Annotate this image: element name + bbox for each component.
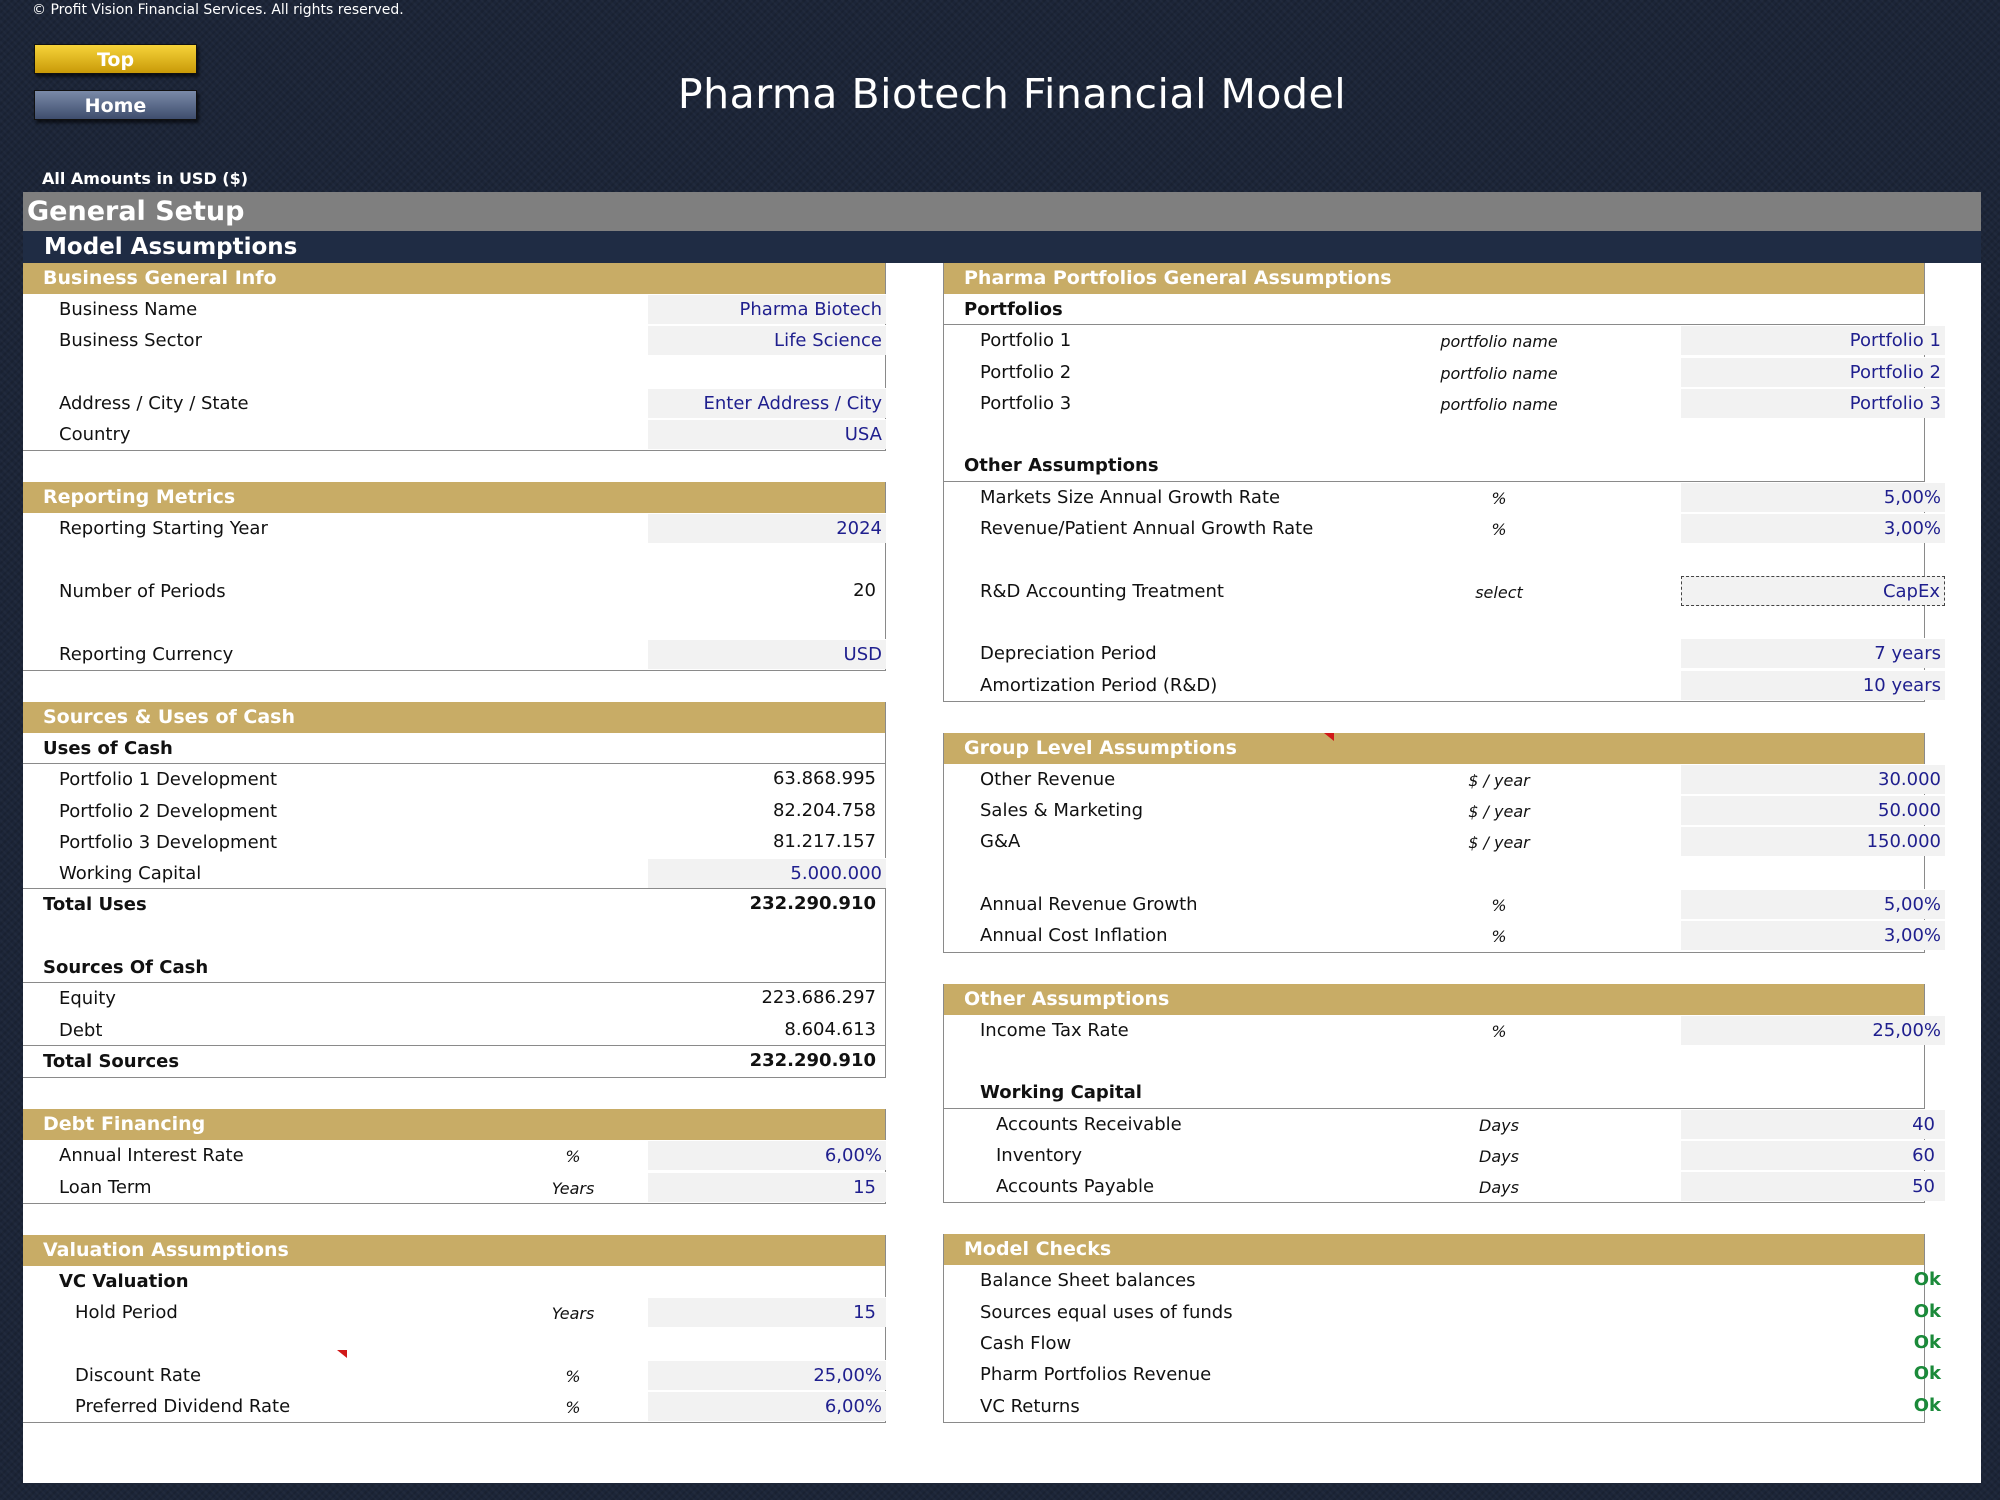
sheet xyxy=(23,192,1981,1483)
revenue-growth-row xyxy=(944,889,1941,920)
group-row xyxy=(944,826,1941,857)
check-row xyxy=(944,1391,1941,1422)
interest-rate-row xyxy=(23,1140,885,1171)
row-unit: portfolio name xyxy=(1440,332,1558,352)
row-label: Annual Cost Inflation xyxy=(980,925,1168,947)
comment-flag-icon[interactable] xyxy=(1324,733,1334,741)
blank-row xyxy=(23,1328,885,1359)
subheader-label: VC Valuation xyxy=(59,1270,189,1292)
equity-row xyxy=(23,983,885,1014)
payables-input[interactable]: 50 xyxy=(1681,1171,1945,1201)
reporting-metrics-section xyxy=(23,482,886,670)
comment-flag-icon[interactable] xyxy=(337,1350,347,1358)
periods-value: 20 xyxy=(853,580,876,602)
row-label: Equity xyxy=(59,988,116,1010)
subheader-label: Other Assumptions xyxy=(964,455,1159,477)
other-assumptions-header-row xyxy=(944,450,1924,481)
currency-input[interactable]: USD xyxy=(648,639,886,669)
section-header: Pharma Portfolios General Assumptions xyxy=(944,263,1924,294)
blank-row xyxy=(944,607,1924,638)
amortization-row xyxy=(944,670,1941,701)
vc-valuation-row xyxy=(23,1266,885,1297)
wc-row xyxy=(944,1140,1935,1171)
other-revenue-input[interactable]: 30.000 xyxy=(1681,764,1945,794)
row-label: Address / City / State xyxy=(59,392,249,414)
row-label: Total Uses xyxy=(43,894,147,916)
check-row xyxy=(944,1328,1941,1359)
blank-row xyxy=(944,419,1924,450)
country-row xyxy=(23,419,885,450)
preferred-dividend-row xyxy=(23,1391,885,1422)
total-sources-row xyxy=(23,1046,885,1077)
tax-rate-row xyxy=(944,1015,1941,1046)
row-label: Revenue/Patient Annual Growth Rate xyxy=(980,518,1314,540)
annual-revenue-growth-input[interactable]: 5,00% xyxy=(1681,889,1945,919)
row-label: Other Revenue xyxy=(980,768,1116,790)
row-label: R&D Accounting Treatment xyxy=(980,580,1224,602)
depreciation-input[interactable]: 7 years xyxy=(1681,638,1945,668)
use-value: 63.868.995 xyxy=(772,768,876,790)
subheader-label: Portfolios xyxy=(964,299,1063,320)
use-value: 82.204.758 xyxy=(772,799,876,821)
row-unit: Years xyxy=(551,1178,595,1198)
row-label: Business Name xyxy=(59,299,198,320)
debt-financing-section xyxy=(23,1109,886,1204)
row-label: Discount Rate xyxy=(75,1364,202,1386)
row-label: Country xyxy=(59,424,131,446)
section-header: Business General Info xyxy=(23,263,885,294)
row-unit: Years xyxy=(551,1304,595,1324)
row-label: Total Sources xyxy=(43,1050,180,1072)
row-label: Markets Size Annual Growth Rate xyxy=(980,486,1281,508)
rd-treatment-select[interactable]: CapEx xyxy=(1681,576,1945,606)
portfolio-name-input[interactable]: Portfolio 2 xyxy=(1681,357,1945,387)
row-label: Accounts Payable xyxy=(996,1176,1155,1198)
sources-uses-section xyxy=(23,702,886,1078)
row-label: Sales & Marketing xyxy=(980,800,1144,822)
starting-year-row xyxy=(23,513,885,544)
use-value: 81.217.157 xyxy=(772,830,876,852)
row-unit: select xyxy=(1475,582,1523,602)
address-row xyxy=(23,388,885,419)
portfolio-row xyxy=(944,388,1941,419)
blank-row xyxy=(944,1046,1924,1077)
row-label: Amortization Period (R&D) xyxy=(980,674,1218,696)
row-label: Preferred Dividend Rate xyxy=(75,1396,291,1418)
row-label: Balance Sheet balances xyxy=(980,1270,1196,1292)
row-label: Working Capital xyxy=(59,863,202,885)
discount-rate-input[interactable]: 25,00% xyxy=(648,1360,886,1390)
business-sector-input[interactable]: Life Science xyxy=(648,325,886,355)
row-label: Reporting Starting Year xyxy=(59,518,268,540)
check-row xyxy=(944,1265,1941,1296)
row-label: Depreciation Period xyxy=(980,643,1157,665)
blank-row xyxy=(944,544,1924,575)
debt-value: 8.604.613 xyxy=(784,1018,876,1040)
wc-row xyxy=(944,1109,1935,1140)
starting-year-input[interactable]: 2024 xyxy=(648,513,886,543)
page-title: Pharma Biotech Financial Model xyxy=(677,70,1347,118)
row-unit: % xyxy=(565,1147,581,1167)
row-unit: portfolio name xyxy=(1440,363,1558,383)
rd-treatment-row xyxy=(944,576,1940,607)
home-button[interactable]: Home xyxy=(34,90,197,120)
row-label: G&A xyxy=(980,831,1021,853)
check-status: Ok xyxy=(1913,1394,1941,1416)
currency-row xyxy=(23,639,885,670)
uses-header-row xyxy=(23,733,885,764)
check-status: Ok xyxy=(1913,1363,1941,1385)
business-sector-row xyxy=(23,325,885,356)
blank-row xyxy=(944,858,1924,889)
row-label: Portfolio 2 Development xyxy=(59,800,278,822)
business-name-row xyxy=(23,294,885,325)
model-checks-section xyxy=(943,1234,1941,1422)
valuation-section xyxy=(23,1235,886,1423)
hold-period-row xyxy=(23,1297,885,1328)
row-label: Portfolio 1 Development xyxy=(59,769,278,791)
cost-inflation-input[interactable]: 3,00% xyxy=(1681,920,1945,950)
business-name-input[interactable]: Pharma Biotech xyxy=(648,294,886,324)
row-label: Portfolio 3 Development xyxy=(59,831,278,853)
preferred-dividend-input[interactable]: 6,00% xyxy=(648,1391,886,1421)
section-header: Model Checks xyxy=(944,1234,1924,1265)
amortization-input[interactable]: 10 years xyxy=(1681,670,1945,700)
other-assumptions-section xyxy=(943,984,1941,1204)
portfolio-name-input[interactable]: Portfolio 3 xyxy=(1681,388,1945,418)
group-level-section xyxy=(943,733,1941,953)
portfolios-section xyxy=(943,263,1941,702)
row-unit: $ / year xyxy=(1468,833,1530,853)
copyright-notice: © Profit Vision Financial Services. All rights reserved. xyxy=(32,2,404,18)
loan-term-row xyxy=(23,1172,885,1203)
cost-inflation-row xyxy=(944,920,1941,951)
section-header: Debt Financing xyxy=(23,1109,885,1140)
row-unit: % xyxy=(565,1398,581,1418)
row-unit: % xyxy=(1491,520,1507,540)
group-row xyxy=(944,795,1941,826)
right-column xyxy=(943,263,1941,1423)
portfolios-header-row xyxy=(944,294,1924,325)
wc-row xyxy=(944,1171,1935,1202)
row-label: Reporting Currency xyxy=(59,643,234,665)
subheader-label: Working Capital xyxy=(980,1082,1142,1104)
working-capital-input[interactable]: 5.000.000 xyxy=(648,858,886,888)
row-label: Income Tax Rate xyxy=(980,1019,1129,1041)
use-row xyxy=(23,796,885,827)
total-uses-row xyxy=(23,889,885,920)
sales-marketing-input[interactable]: 50.000 xyxy=(1681,795,1945,825)
amounts-note: All Amounts in USD ($) xyxy=(42,169,249,188)
market-growth-input[interactable]: 5,00% xyxy=(1681,482,1945,512)
section-header: Other Assumptions xyxy=(944,984,1924,1015)
row-label: VC Returns xyxy=(980,1395,1080,1417)
depreciation-row xyxy=(944,638,1941,669)
loan-term-input[interactable]: 15 xyxy=(648,1172,886,1202)
row-unit: Days xyxy=(1479,1178,1519,1198)
row-unit: % xyxy=(565,1366,581,1386)
row-label: Inventory xyxy=(996,1144,1082,1166)
left-column xyxy=(23,263,886,1423)
row-unit: Days xyxy=(1479,1146,1519,1166)
sources-header-row xyxy=(23,952,885,983)
section-header: Reporting Metrics xyxy=(23,482,885,513)
row-unit: % xyxy=(1491,896,1507,916)
ga-input[interactable]: 150.000 xyxy=(1681,826,1945,856)
blank-row xyxy=(23,545,885,576)
model-assumptions-band: Model Assumptions xyxy=(23,231,1981,263)
blank-row xyxy=(23,357,885,388)
row-label: Portfolio 2 xyxy=(980,361,1072,383)
address-input[interactable]: Enter Address / City xyxy=(648,388,886,418)
market-growth-row xyxy=(944,482,1941,513)
discount-rate-row xyxy=(23,1360,885,1391)
section-header: Sources & Uses of Cash xyxy=(23,702,885,733)
row-label: Sources equal uses of funds xyxy=(980,1301,1233,1323)
row-label: Debt xyxy=(59,1019,103,1041)
row-unit: % xyxy=(1491,927,1507,947)
interest-rate-input[interactable]: 6,00% xyxy=(648,1140,886,1170)
row-label: Portfolio 1 xyxy=(980,330,1072,352)
receivables-input[interactable]: 40 xyxy=(1681,1109,1945,1139)
section-header: Valuation Assumptions xyxy=(23,1235,885,1266)
portfolio-name-input[interactable]: Portfolio 1 xyxy=(1681,325,1945,355)
equity-value: 223.686.297 xyxy=(761,987,876,1009)
subheader-label: Sources Of Cash xyxy=(43,957,209,979)
row-unit: $ / year xyxy=(1468,802,1530,822)
row-label: Pharm Portfolios Revenue xyxy=(980,1364,1212,1386)
row-label: Hold Period xyxy=(75,1302,178,1324)
row-unit: % xyxy=(1491,488,1507,508)
revenue-growth-row xyxy=(944,513,1941,544)
general-setup-band: General Setup xyxy=(23,192,1981,231)
use-row xyxy=(23,764,885,795)
section-header: Group Level Assumptions xyxy=(944,733,1924,764)
row-label: Portfolio 3 xyxy=(980,392,1072,414)
subheader-label: Uses of Cash xyxy=(43,737,173,759)
row-unit: portfolio name xyxy=(1440,394,1558,414)
portfolio-row xyxy=(944,325,1941,356)
row-label: Cash Flow xyxy=(980,1333,1072,1355)
use-row xyxy=(23,827,885,858)
total-sources-value: 232.290.910 xyxy=(749,1049,876,1071)
row-label: Annual Revenue Growth xyxy=(980,894,1198,916)
row-label: Annual Interest Rate xyxy=(59,1145,244,1167)
working-capital-row xyxy=(23,858,885,889)
row-label: Loan Term xyxy=(59,1176,152,1198)
check-row xyxy=(944,1297,1941,1328)
hold-period-input[interactable]: 15 xyxy=(648,1297,886,1327)
top-button[interactable]: Top xyxy=(34,44,197,74)
tax-rate-input[interactable]: 25,00% xyxy=(1681,1015,1945,1045)
row-label: Number of Periods xyxy=(59,581,226,603)
check-status: Ok xyxy=(1913,1269,1941,1291)
blank-row xyxy=(23,607,885,638)
blank-row xyxy=(23,921,885,952)
row-label: Accounts Receivable xyxy=(996,1113,1182,1135)
row-unit: % xyxy=(1491,1021,1507,1041)
check-status: Ok xyxy=(1913,1300,1941,1322)
portfolio-row xyxy=(944,357,1941,388)
country-input[interactable]: USA xyxy=(648,419,886,449)
debt-row xyxy=(23,1015,885,1046)
row-unit: Days xyxy=(1479,1115,1519,1135)
check-row xyxy=(944,1359,1941,1390)
row-label: Business Sector xyxy=(59,330,202,352)
working-capital-header-row xyxy=(944,1077,1924,1108)
row-unit: $ / year xyxy=(1468,770,1530,790)
revenue-growth-input[interactable]: 3,00% xyxy=(1681,513,1945,543)
inventory-input[interactable]: 60 xyxy=(1681,1140,1945,1170)
periods-row xyxy=(23,576,885,607)
check-status: Ok xyxy=(1913,1332,1941,1354)
total-uses-value: 232.290.910 xyxy=(749,893,876,915)
business-info-section xyxy=(23,263,886,451)
group-row xyxy=(944,764,1941,795)
